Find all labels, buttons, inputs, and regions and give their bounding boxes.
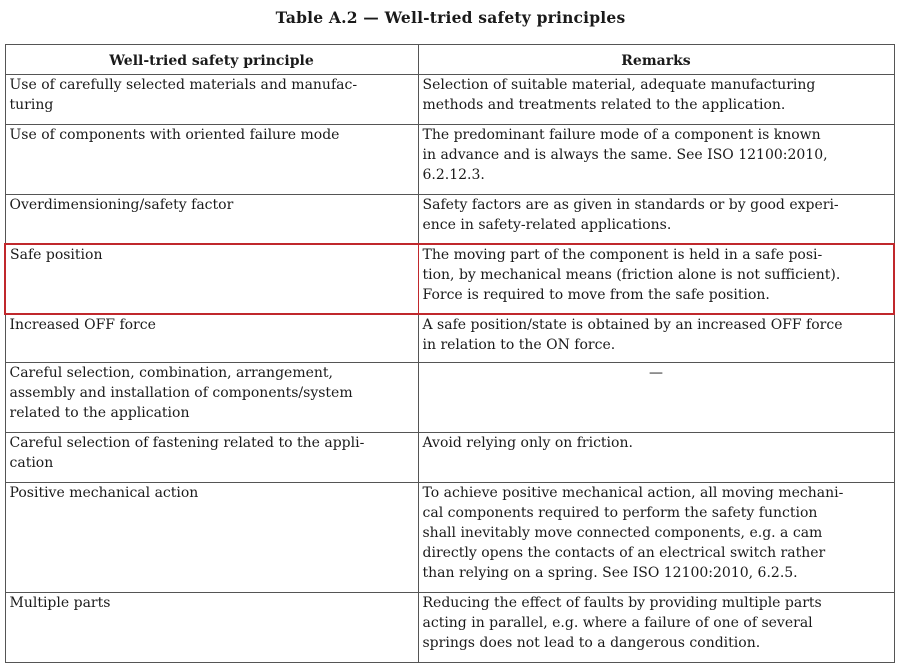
remarks-cell: The predominant failure mode of a component is known in advance and is always the same. See ISO 12100:2010, 6.2.12.3. — [418, 125, 894, 195]
remarks-cell: To achieve positive mechanical action, all moving mechani- cal components required to perform the safety function shall inevitably move connected components, e.g. a cam directly opens the contacts of an electrical switch rather than relying on a spring. See ISO 12100:2010, 6.2.5. — [418, 483, 894, 593]
header-remarks: Remarks — [418, 45, 894, 75]
table-header-row — [5, 45, 894, 75]
principle-cell: Careful selection of fastening related to the appli- cation — [5, 433, 418, 483]
table-row — [5, 125, 894, 195]
principle-cell: Increased OFF force — [5, 314, 418, 363]
safety-principles-table — [4, 44, 895, 663]
table-row — [5, 483, 894, 593]
table-row — [5, 433, 894, 483]
principle-cell: Safe position — [5, 244, 418, 314]
remarks-cell: A safe position/state is obtained by an increased OFF force in relation to the ON force. — [418, 314, 894, 363]
table-row — [5, 75, 894, 125]
table-title: Table A.2 — Well-tried safety principles — [275, 8, 626, 27]
table-row — [5, 195, 894, 244]
principle-cell: Overdimensioning/safety factor — [5, 195, 418, 244]
remarks-cell: Avoid relying only on friction. — [418, 433, 894, 483]
principle-cell: Positive mechanical action — [5, 483, 418, 593]
table-row — [5, 363, 894, 433]
header-principle: Well-tried safety principle — [5, 45, 418, 75]
table-row — [5, 314, 894, 363]
remarks-cell: — — [418, 363, 894, 433]
principle-cell: Multiple parts — [5, 593, 418, 663]
principle-cell: Use of components with oriented failure mode — [5, 125, 418, 195]
principle-cell: Careful selection, combination, arrangement, assembly and installation of components/system related to the application — [5, 363, 418, 433]
remarks-cell: Selection of suitable material, adequate manufacturing methods and treatments related to the application. — [418, 75, 894, 125]
table-row-highlighted — [5, 244, 894, 314]
remarks-cell: The moving part of the component is held in a safe posi- tion, by mechanical means (friction alone is not sufficient). Force is required to move from the safe position. — [418, 244, 894, 314]
principle-cell: Use of carefully selected materials and manufac- turing — [5, 75, 418, 125]
table-row — [5, 593, 894, 663]
remarks-cell: Reducing the effect of faults by providing multiple parts acting in parallel, e.g. where a failure of one of several springs does not lead to a dangerous condition. — [418, 593, 894, 663]
remarks-cell: Safety factors are as given in standards or by good experi- ence in safety-related applications. — [418, 195, 894, 244]
